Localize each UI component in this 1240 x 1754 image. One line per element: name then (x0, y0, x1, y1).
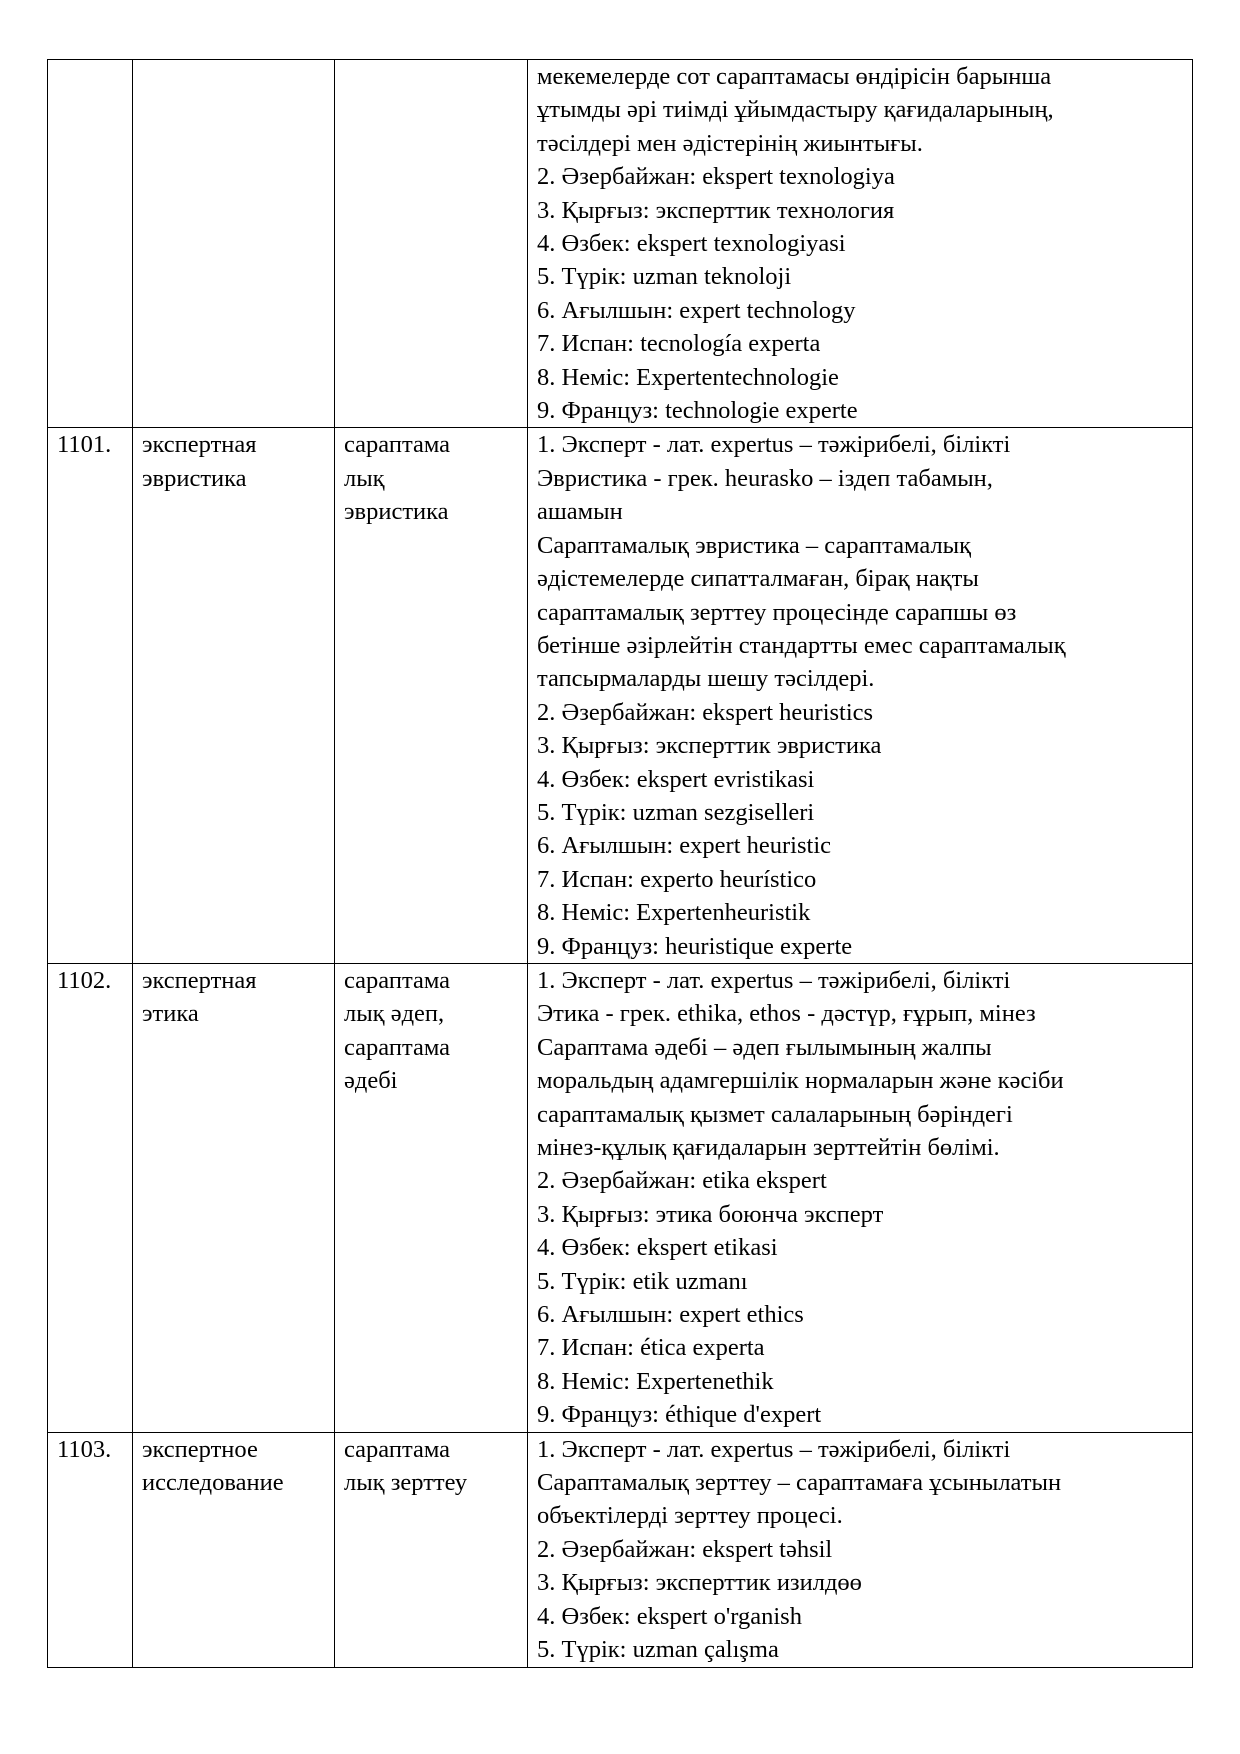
russian-term-line: экспертная (142, 431, 257, 459)
definition-line: 3. Қырғыз: эксперттик технология (537, 196, 895, 224)
definition-line: 4. Өзбек: ekspert texnologiyasi (537, 230, 846, 258)
table-row (48, 963, 1193, 1432)
definition-line: тапсырмаларды шешу тәсілдері. (537, 665, 875, 693)
definition-cell (528, 1432, 1193, 1667)
definition-line: 2. Әзербайжан: ekspert təhsil (537, 1535, 833, 1563)
definition-line: 3. Қырғыз: этика боюнча эксперт (537, 1200, 884, 1228)
russian-term (133, 1432, 335, 1667)
definition-line: 5. Түрік: etik uzmanı (537, 1267, 748, 1295)
definition-line: Сараптамалық эвристика – сараптамалық (537, 531, 972, 559)
definition-line: 4. Өзбек: ekspert o'rganish (537, 1602, 802, 1630)
definition-line: 5. Түрік: uzman çalışma (537, 1636, 779, 1664)
definition-line: 4. Өзбек: ekspert evristikasi (537, 765, 815, 793)
entry-number (48, 60, 133, 428)
definition-line: 5. Түрік: uzman teknoloji (537, 263, 792, 291)
russian-term-line: экспертное (142, 1435, 258, 1463)
russian-term-line: исследование (142, 1469, 284, 1497)
kazakh-term-line: сараптама (344, 1033, 451, 1061)
kazakh-term-line: лық (344, 464, 385, 492)
definition-line: Сараптама әдебі – әдеп ғылымының жалпы (537, 1033, 992, 1061)
definition-line: ұтымды әрі тиімді ұйымдастыру қағидаларының, (537, 96, 1054, 124)
document-page (47, 59, 1192, 1668)
definition-line: мекемелерде сот сараптамасы өндірісін барынша (537, 63, 1052, 90)
entry-number: 1103. (48, 1432, 133, 1667)
kazakh-term-line: сараптама (344, 1435, 451, 1463)
definition-cell (528, 428, 1193, 964)
definition-line: 9. Француз: technologie experte (537, 397, 858, 425)
russian-term-line: эвристика (142, 464, 247, 492)
definition-line: 2. Әзербайжан: etika ekspert (537, 1167, 827, 1195)
definition-line: 2. Әзербайжан: ekspert heuristics (537, 698, 874, 726)
definition-line: Эвристика - грек. heurasko – іздеп табамын, (537, 464, 993, 492)
definition-cell (528, 963, 1193, 1432)
definition-cell (528, 60, 1193, 428)
definition-line: 6. Ағылшын: expert heuristic (537, 832, 831, 860)
russian-term (133, 963, 335, 1432)
definition-line: сараптамалық қызмет салаларының бәріндегі (537, 1100, 1013, 1128)
definition-line: әдістемелерде сипатталмаған, бірақ нақты (537, 565, 979, 593)
kazakh-term-line: сараптама (344, 966, 451, 994)
definition-line: Этика - грек. ethika, ethos - дәстүр, ғұрып, мінез (537, 1000, 1036, 1028)
definition-line: 1. Эксперт - лат. expertus – тәжірибелі, білікті (537, 1435, 1011, 1463)
definition-line: мінез-құлық қағидаларын зерттейтін бөлімі. (537, 1134, 1000, 1161)
definition-line: 8. Неміс: Expertenethik (537, 1367, 774, 1395)
table-row (48, 428, 1193, 964)
definition-line: 6. Ағылшын: expert technology (537, 296, 856, 324)
kazakh-term (335, 60, 528, 428)
definition-line: сараптамалық зерттеу процесінде сарапшы өз (537, 598, 1017, 626)
definition-line: бетінше әзірлейтін стандартты емес сараптамалық (537, 631, 1066, 659)
kazakh-term-line: эвристика (344, 498, 449, 526)
russian-term-line: экспертная (142, 966, 257, 994)
terminology-table (47, 59, 1193, 1668)
kazakh-term-line: лық зерттеу (344, 1469, 468, 1497)
table-row (48, 60, 1193, 428)
definition-line: 9. Француз: éthique d'expert (537, 1401, 822, 1429)
russian-term (133, 428, 335, 964)
definition-line: 8. Неміс: Expertenheuristik (537, 899, 811, 927)
definition-line: 3. Қырғыз: эксперттик изилдөө (537, 1569, 862, 1597)
definition-line: 6. Ағылшын: expert ethics (537, 1301, 804, 1329)
kazakh-term-line: лық әдеп, (344, 1000, 445, 1028)
kazakh-term (335, 428, 528, 964)
definition-line: 7. Испан: experto heurístico (537, 865, 817, 893)
definition-line: 4. Өзбек: ekspert etikasi (537, 1234, 778, 1262)
table-row (48, 1432, 1193, 1667)
definition-line: 1. Эксперт - лат. expertus – тәжірибелі, білікті (537, 966, 1011, 994)
kazakh-term-line: сараптама (344, 431, 451, 459)
definition-line: 9. Француз: heuristique experte (537, 932, 853, 960)
definition-line: объектілерді зерттеу процесі. (537, 1502, 843, 1530)
kazakh-term-line: әдебі (344, 1067, 398, 1095)
entry-number: 1101. (48, 428, 133, 964)
russian-term (133, 60, 335, 428)
definition-line: 7. Испан: tecnología experta (537, 330, 821, 358)
definition-line: 5. Түрік: uzman sezgiselleri (537, 798, 815, 826)
definition-line: 2. Әзербайжан: ekspert texnologiya (537, 163, 895, 191)
definition-line: ашамын (537, 498, 623, 526)
definition-line: 3. Қырғыз: эксперттик эвристика (537, 732, 882, 760)
kazakh-term (335, 963, 528, 1432)
entry-number: 1102. (48, 963, 133, 1432)
definition-line: моральдың адамгершілік нормаларын және кәсіби (537, 1067, 1064, 1095)
table-body (48, 60, 1193, 1668)
definition-line: Сараптамалық зерттеу – сараптамаға ұсынылатын (537, 1469, 1062, 1497)
definition-line: 1. Эксперт - лат. expertus – тәжірибелі, білікті (537, 431, 1011, 459)
definition-line: 7. Испан: ética experta (537, 1334, 765, 1362)
russian-term-line: этика (142, 1000, 199, 1028)
definition-line: 8. Неміс: Expertentechnologie (537, 363, 839, 391)
definition-line: тәсілдері мен әдістерінің жиынтығы. (537, 129, 923, 157)
kazakh-term (335, 1432, 528, 1667)
